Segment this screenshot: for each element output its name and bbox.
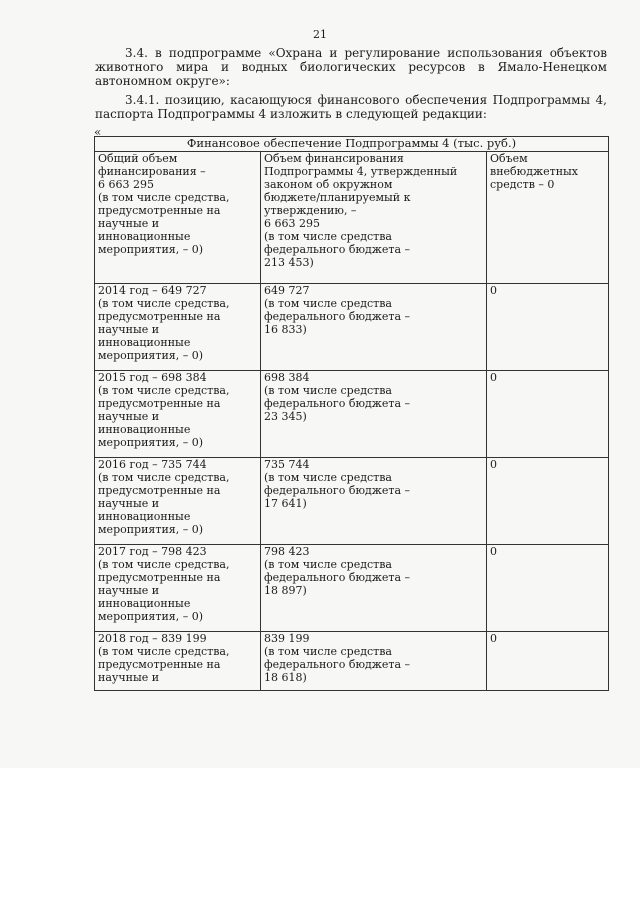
cell-text-line: инновационные	[98, 597, 191, 610]
extrabudget-cell	[487, 152, 609, 284]
year-budget-cell	[261, 632, 487, 691]
total-financing-cell	[95, 152, 261, 284]
cell-text-line: (в том числе средства	[264, 297, 392, 310]
cell-text-line: мероприятия, – 0)	[98, 243, 204, 256]
cell-text-line: финансирования –	[98, 165, 206, 178]
cell-text-line: инновационные	[98, 230, 191, 243]
year-extrabudget-cell: 0	[487, 371, 609, 458]
cell-text-line: (в том числе средства,	[98, 558, 230, 571]
cell-text-line: 16 833)	[264, 323, 307, 336]
cell-text-line: инновационные	[98, 510, 191, 523]
table-title: Финансовое обеспечение Подпрограммы 4 (тыс. руб.)	[95, 137, 609, 152]
cell-text-line: мероприятия, – 0)	[98, 436, 204, 449]
cell-text-line: внебюджетных	[490, 165, 579, 178]
page-number: 21	[313, 28, 327, 41]
cell-text-line: 23 345)	[264, 410, 307, 423]
table-row-total	[95, 152, 609, 284]
cell-text-line: (в том числе средства	[264, 230, 392, 243]
cell-text-line: инновационные	[98, 336, 191, 349]
cell-text-line: (в том числе средства	[264, 384, 392, 397]
year-extrabudget-cell: 0	[487, 545, 609, 632]
cell-text-line: 18 618)	[264, 671, 307, 684]
year-budget-cell	[261, 458, 487, 545]
cell-text-line: 649 727	[264, 284, 310, 297]
cell-text-line: средств – 0	[490, 178, 555, 191]
cell-text-line: (в том числе средства,	[98, 191, 230, 204]
cell-text-line: (в том числе средства,	[98, 471, 230, 484]
cell-text-line: мероприятия, – 0)	[98, 349, 204, 362]
cell-text-line: 6 663 295	[264, 217, 320, 230]
cell-text-line: 2016 год – 735 744	[98, 458, 207, 471]
cell-text-line: 17 641)	[264, 497, 307, 510]
financing-table	[94, 136, 609, 691]
cell-text-line: 2018 год – 839 199	[98, 632, 207, 645]
year-financing-cell	[95, 545, 261, 632]
cell-text-line: научные и	[98, 217, 160, 230]
cell-text-line: 735 744	[264, 458, 310, 471]
cell-text-line: предусмотренные на	[98, 484, 221, 497]
cell-text-line: 2014 год – 649 727	[98, 284, 207, 297]
table-row-2015	[95, 371, 609, 458]
cell-text-line: предусмотренные на	[98, 204, 221, 217]
cell-text-line: мероприятия, – 0)	[98, 610, 204, 623]
year-extrabudget-cell: 0	[487, 284, 609, 371]
year-financing-cell	[95, 458, 261, 545]
cell-text-line: предусмотренные на	[98, 397, 221, 410]
cell-text-line: бюджете/планируемый к	[264, 191, 411, 204]
cell-text-line: 698 384	[264, 371, 310, 384]
cell-text-line: предусмотренные на	[98, 310, 221, 323]
cell-text-line: 839 199	[264, 632, 310, 645]
table-row-2017	[95, 545, 609, 632]
cell-text-line: федерального бюджета –	[264, 484, 411, 497]
cell-text-line: Общий объем	[98, 152, 178, 165]
cell-text-line: федерального бюджета –	[264, 571, 411, 584]
cell-text-line: (в том числе средства,	[98, 384, 230, 397]
cell-text-line: 2015 год – 698 384	[98, 371, 207, 384]
cell-text-line: 2017 год – 798 423	[98, 545, 207, 558]
cell-text-line: мероприятия, – 0)	[98, 523, 204, 536]
cell-text-line: федерального бюджета –	[264, 243, 411, 256]
cell-text-line: 213 453)	[264, 256, 314, 269]
cell-text-line: 798 423	[264, 545, 310, 558]
cell-text-line: 18 897)	[264, 584, 307, 597]
cell-text-line: (в том числе средства,	[98, 645, 230, 658]
cell-text-line: научные и	[98, 410, 160, 423]
cell-text-line: федерального бюджета –	[264, 658, 411, 671]
cell-text-line: (в том числе средства	[264, 471, 392, 484]
year-budget-cell	[261, 284, 487, 371]
paragraph-3-4: 3.4. в подпрограмме «Охрана и регулирование использования объектов животного мира и водных биологических ресурсов в Ямало-Ненецком автономном округе»:	[95, 46, 607, 88]
cell-text-line: Подпрограммы 4, утвержденный	[264, 165, 458, 178]
budget-financing-cell	[261, 152, 487, 284]
cell-text-line: научные и	[98, 323, 160, 336]
cell-text-line: Объем финансирования	[264, 152, 404, 165]
cell-text-line: научные и	[98, 584, 160, 597]
cell-text-line: федерального бюджета –	[264, 310, 411, 323]
year-budget-cell	[261, 371, 487, 458]
cell-text-line: (в том числе средства	[264, 645, 392, 658]
cell-text-line: федерального бюджета –	[264, 397, 411, 410]
cell-text-line: инновационные	[98, 423, 191, 436]
cell-text-line: предусмотренные на	[98, 658, 221, 671]
year-extrabudget-cell: 0	[487, 632, 609, 691]
cell-text-line: научные и	[98, 497, 160, 510]
opening-quote: «	[94, 125, 102, 139]
year-financing-cell	[95, 632, 261, 691]
cell-text-line: законом об окружном	[264, 178, 393, 191]
cell-text-line: (в том числе средства,	[98, 297, 230, 310]
table-row-2016	[95, 458, 609, 545]
table-row-2014	[95, 284, 609, 371]
cell-text-line: научные и	[98, 671, 160, 684]
table-row-2018	[95, 632, 609, 691]
cell-text-line: 6 663 295	[98, 178, 154, 191]
year-extrabudget-cell: 0	[487, 458, 609, 545]
cell-text-line: предусмотренные на	[98, 571, 221, 584]
cell-text-line: утверждению, –	[264, 204, 357, 217]
cell-text-line: (в том числе средства	[264, 558, 392, 571]
year-budget-cell	[261, 545, 487, 632]
blank-margin	[0, 768, 640, 905]
cell-text-line: Объем	[490, 152, 528, 165]
year-financing-cell	[95, 284, 261, 371]
year-financing-cell	[95, 371, 261, 458]
paragraph-3-4-1: 3.4.1. позицию, касающуюся финансового обеспечения Подпрограммы 4, паспорта Подпрограммы 4 изложить в следующей редакции:	[95, 93, 607, 121]
